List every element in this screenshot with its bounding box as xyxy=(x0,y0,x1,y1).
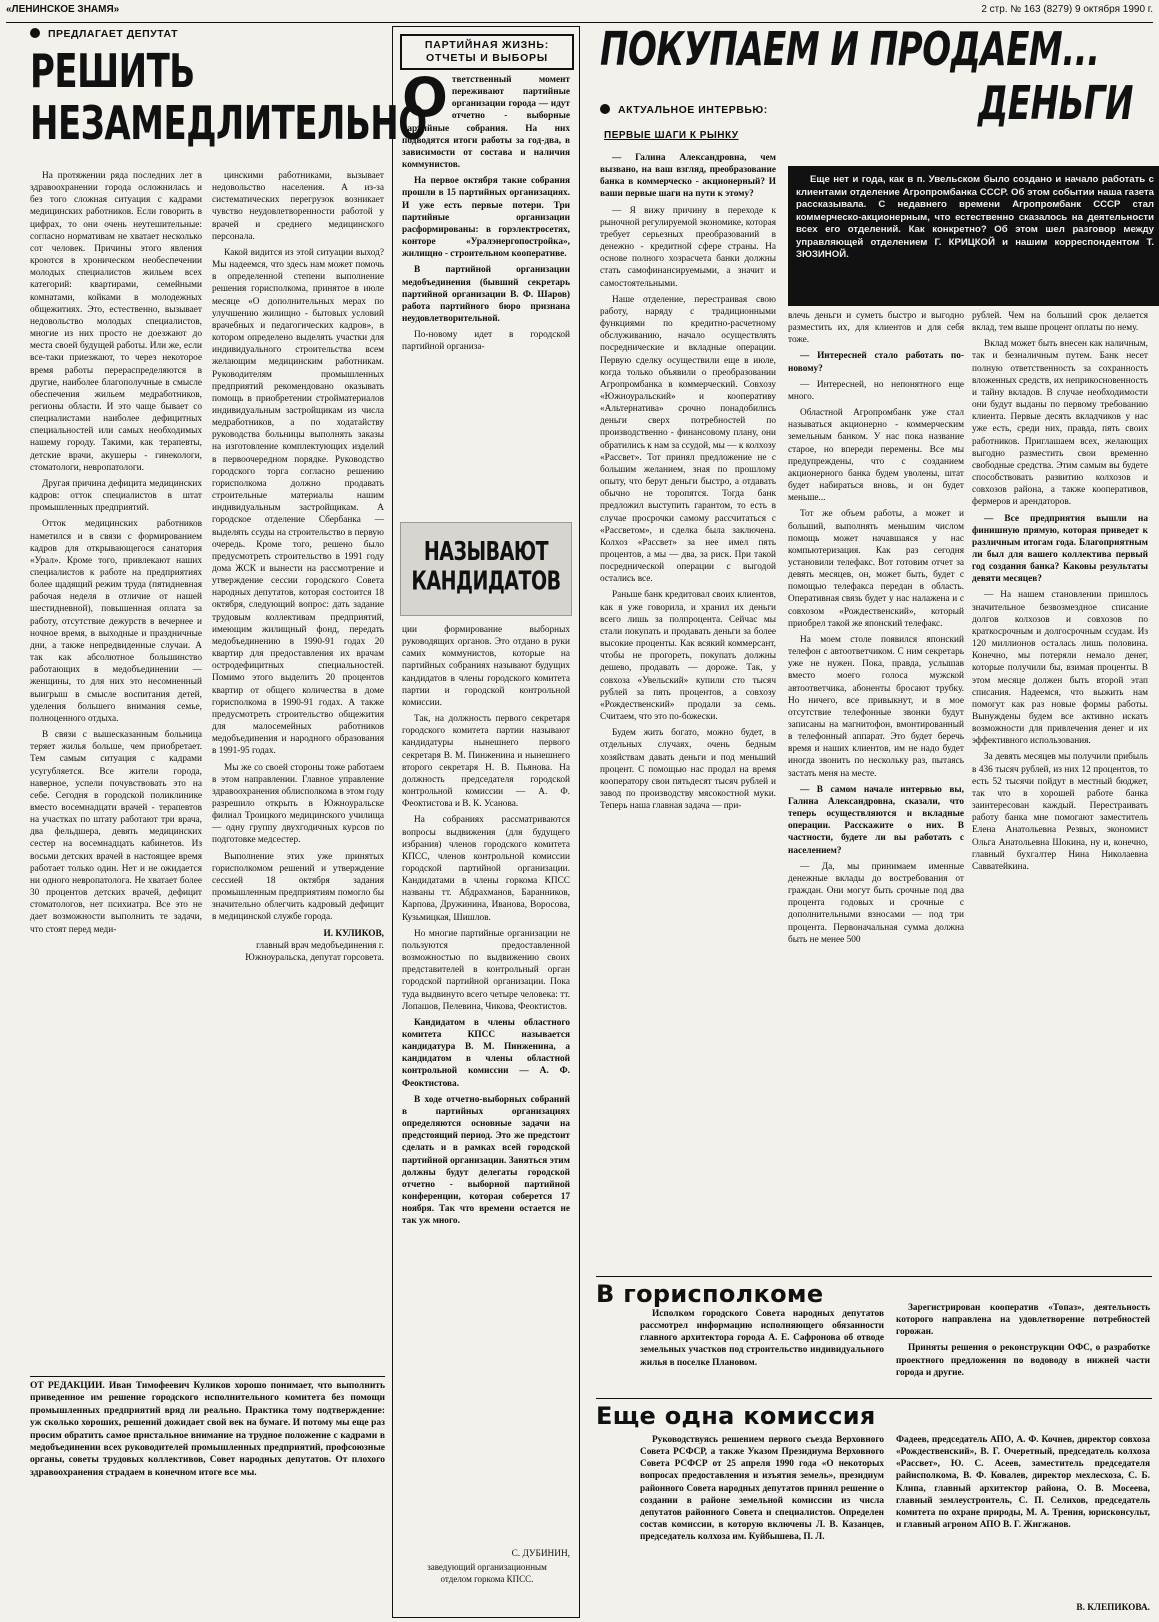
paragraph: влечь деньги и суметь быстро и выгодно разместить их, для клиентов и для себя тоже. xyxy=(788,311,964,346)
bullet-icon xyxy=(600,104,610,114)
paragraph: Но многие партийные организации не пользуются предоставленной возможностью по выдвижению своих представителей в контрольный орган городской партийной организации. Пока туда выдвинуто всего четыре человека: тт. Лопашов, Пелевина, Чикова, Феоктистов. xyxy=(402,928,570,1012)
paragraph: Мы же со своей стороны тоже работаем в этом направлении. Главное управление здравоохранения облисполкома в этом году разрешило открыть в Южноуральске филиал Троицкого медицинского училища — одну группу двухгодичных курсов по подготовке медсестер. xyxy=(212,762,384,846)
commission-author: В. КЛЕПИКОВА. xyxy=(1076,1603,1150,1613)
left-kicker: ПРЕДЛАГАЕТ ДЕПУТАТ xyxy=(30,28,178,40)
paragraph: Выполнение этих уже принятых горисполкомом решений и утверждение сессией 18 октября задания промышленным предприятиям помогло бы значительно облегчить кадровый дефицит в медицинской службе города. xyxy=(212,851,384,923)
paragraph: — Да, мы принимаем именные денежные вклады до востребования от граждан. Они могут быть срочные под два процента годовых и срочные с дополнительными взносами — под три процента. Первоначальная сумма должна быть не менее 500 xyxy=(788,861,964,945)
section-rule xyxy=(596,1398,1152,1399)
interview-subkicker: ПЕРВЫЕ ШАГИ К РЫНКУ xyxy=(604,130,739,141)
paragraph: Приняты решения о реконструкции ОФС, о разработке проектного предложения по водоводу в нижней части города и другие. xyxy=(896,1343,1150,1378)
paragraph: тветственный момент переживают партийные организации города — идут отчетно - выборные партийные собрания. На них подводятся итоги работы за год-два, в зависимости от состава и наличия коммунистов. xyxy=(402,75,570,171)
interview-lead: Еще нет и года, как в п. Увельском было создано и начало работать с клиентами отделение Агропромбанка СССР. Об этом событии наша газета рассказывала. С недавнего времени Агропромбанк СССР стал коммерческо-акционерным, что естественно сказалось на деятельности всех его отделений. Как конкретно? Об этом шел разговор между управляющей отделением Г. КРИЦКОЙ и нашим корреспондентом Т. ЗЮЗИНОЙ. xyxy=(788,166,1159,306)
question: — Галина Александровна, чем вызвано, на ваш взгляд, преобразование банка в коммерческо - акционерный? И ваши первые шаги на пути к этому? xyxy=(600,153,776,200)
party-bottom-col xyxy=(402,624,570,1542)
commission-right xyxy=(896,1434,1150,1600)
interview-title-line1: ПОКУПАЕМ И ПРОДАЕМ... xyxy=(600,23,1100,78)
paragraph: Кандидатом в члены областного комитета КПСС называется кандидатура В. М. Пинженина, а кандидатом в члены областной контрольной комиссии — А. Ф. Феоктистова. xyxy=(402,1017,570,1089)
left-author-role: главный врач медобъединения г. Южноуральска, депутат горсовета. xyxy=(245,940,384,963)
named-candidates-box xyxy=(400,522,572,616)
paragraph: — Интересней, но непонятного еще много. xyxy=(788,379,964,402)
paragraph: Вклад может быть внесен как наличным, так и безналичным путем. Банк несет полную ответственность за сохранность вложенных средств, их неприкосновенность и тайну вкладов. В случае необходимости они будут выданы по первому требованию клиента. Первые десять вкладчиков у нас уже есть, среди них, правда, пять своих работников. Приглашаем всех, желающих выгодно разместить свои временно свободные средства. Этим самым вы будете способствовать развитию колхозов и совхозов района, а также кооперативов, фермеров и арендаторов. xyxy=(972,339,1148,508)
question: — Все предприятия вышли на финишную прямую, которая приведет к различным итогам года. Благоприятным ли был для вашего коллектива первый год создания банка? Каковы результаты девяти месяцев? xyxy=(972,513,1148,585)
paragraph: По-новому идет в городской партийной организа- xyxy=(402,330,570,353)
paragraph: Областной Агропромбанк уже стал называться акционерно - коммерческим земельным банком. У нас пока название старое, но впереди перемены. Все мы предупреждены, что с созданием акционерного банка будем уволены, штат будет набираться вновь, и он будет меньше... xyxy=(788,408,964,504)
newspaper-name: «ЛЕНИНСКОЕ ЗНАМЯ» xyxy=(6,4,120,15)
paragraph: На первое октября такие собрания прошли в 15 партийных организациях. И уже есть первые потери. Три партийные организации расформированы: в горэлектросетях, конторе «Уралэнергопостройка», жилищно - строительном кооперативе. xyxy=(402,176,570,260)
bullet-icon xyxy=(30,28,40,38)
gorispolkom-left xyxy=(640,1308,884,1388)
paragraph: Зарегистрирован кооператив «Топаз», деятельность которого направлена на удовлетворение потребностей горожан. xyxy=(896,1303,1150,1338)
paragraph: Фадеев, председатель АПО, А. Ф. Кочнев, директор совхоза «Рождественский», В. Г. Очеретный, председатель колхоза «Рассвет», Ю. С. Асеев, заместитель председателя райисполкома, В. Ф. Ковалев, директор мехлесхоза, С. Б. Клипа, главный архитектор района, О. В. Мосеева, главный землеустроитель, С. П. Селихов, председатель комитета по охране природы, М. А. Трения, юрисконсульт, и главный агроном АПО В. Г. Жигжанов. xyxy=(896,1435,1150,1531)
masthead xyxy=(6,4,1153,20)
paragraph: В ходе отчетно-выборных собраний в партийных организациях определяются основные задачи на предстоящий период. Это же предстоит сделать и в рамках всей городской партийной организации. Заняться этим должны будут делегаты городской отчетно - выборной партийной конференции, которая соберется 17 ноября. Так что времени остается не так уж много. xyxy=(402,1094,570,1227)
party-author-role: заведующий организационным отделом горкома КПСС. xyxy=(427,1562,547,1584)
editorial-text: ОТ РЕДАКЦИИ. Иван Тимофеевич Куликов хорошо понимает, что выполнить приведенное им решение городского исполнительного комитета без помощи промышленных предприятий вряд ли реально. Практика тому подтверждение: уж сколько хороших, решений дожидает свой век на бумаге. И потому мы еще раз просим обратить самое пристальное внимание на трудное положение с кадрами в медобъединении всех руководителей промышленных предприятий, профсоюзные органы, советы трудовых коллективов, Совет народных депутатов. От плохого здравоохранения страдаем в конечном итоге все мы. xyxy=(30,1381,385,1478)
paragraph: Исполком городского Совета народных депутатов рассмотрел информацию исполняющего обязанности главного архитектора города А. Е. Сафронова об отводе земельных участков под строительство индивидуального жилья в поселке Плановом. xyxy=(640,1309,884,1368)
left-article-col2 xyxy=(212,170,384,1368)
paragraph: Какой видится из этой ситуации выход? Мы надеемся, что здесь нам может помочь в определенной степени выполнение решения горисполкома, принятое в июле месяце «О дополнительных мерах по улучшению жилищно - бытовых условий врачебных и педагогических кадров», в котором определено выделять участки для индивидуального строительства всем желающим медицинским работникам. Руководителям промышленных предприятий рекомендовано оказывать помощь в приобретении стройматериалов индивидуальным застройщикам из числа медработников, а по ходатайству руководства больницы выполнять заказы на изготовление комплектующих изделий в первоочередном порядке. Руководство городского торга согласно решению горисполкома должно продавать строительные материалы нашим индивидуальным застройщикам. А городское отделение Сбербанка — выделять ссуды на строительство в первую очередь. Кроме того, решено было предусмотреть строительство в 1991 году дома ЖСК и вынести на рассмотрение и утверждение сессии городского Совета народных депутатов, которая состоится 18 октября, следующий вопрос: дать задание трудовым коллективам предприятий, имеющим жилищный фонд, передать медобъединению в 1990-91 годах 20 квартир для предоставления их врачам остродефицитных специальностей. Помимо этого выделить 20 процентов квартир от общего количества в доме горисполкома в 1990-91 годах. А также предусмотреть строительство общежития для малосемейных работников медобъединения и народного образования в 1991-95 годах. xyxy=(212,247,384,757)
paragraph: ции формирование выборных руководящих органов. Это отдано в руки самих коммунистов, которые на партийных собраниях называют будущих кандидатов в члены городского комитета партии и городской контрольной комиссии. xyxy=(402,625,570,708)
paragraph: Так, на должность первого секретаря городского комитета партии называют кандидатуры нынешнего первого секретаря В. М. Пинженина и нынешнего второго секретаря Н. В. Пьянова. На должность председателя городской контрольной комиссии — А. Ф. Феоктистова и В. К. Усанова. xyxy=(402,714,570,810)
paragraph: На моем столе появился японский телефон с автоответчиком. С ним секретарь уже не нужен. Пока, правда, услышав вместо моего голоса мужской автоответчика, абоненты бросают трубку. Но ничего, все привыкнут, и в мое отсутствие телефонные звонки будут записаны на магнитофон, вмонтированный в телефонный аппарат. Это будет беречь время и наших клиентов, им не надо будет иногда звонить по нескольку раз, пытаясь застать меня на месте. xyxy=(788,634,964,779)
dropcap: О xyxy=(402,74,448,129)
interview-kicker: АКТУАЛЬНОЕ ИНТЕРВЬЮ: xyxy=(600,104,768,116)
paragraph: — Я вижу причину в переходе к рыночной регулируемой экономике, которая требует серьезных преобразований в денежно - кредитной сфере страны. На основе полного хозрасчета банки должны стать самофинансируемыми, а значит и самостоятельными. xyxy=(600,205,776,289)
interview-col1 xyxy=(600,152,776,1270)
issue-info: 2 стр. № 163 (8279) 9 октября 1990 г. xyxy=(981,4,1153,15)
paragraph: — На нашем становлении пришлось значительное безвозмездное списание долгов колхозов и совхозов по краткосрочным и долгосрочным ссудам. Из 120 миллионов осталась лишь половина. Конечно, мы потеряли немало денег, которые получили бы, взимая проценты. В этом месяце должен быть второй этап списания. Надеемся, что выжить нам помогут как раз новые формы работы. Вынуждены будем все активно искать возможности для привлечения денег и их эффективного использования. xyxy=(972,590,1148,747)
paragraph: Раньше банк кредитовал своих клиентов, как я уже говорила, и хранил их деньги всего лишь за полпроцента. Сейчас мы стали покупать и продавать деньги за более высокие проценты. Как всякий коммерсант, чтобы не прогореть, покупать должны дешево, продавать — дороже. Так, у совхоза «Увельский» купили сто тысяч рублей за пять процентов, а совхозу «Рождественский» продали за семь. Считаем, что это по-божески. xyxy=(600,590,776,723)
question: — Интересней стало работать по-новому? xyxy=(788,351,964,374)
section-rule xyxy=(596,1276,1152,1277)
party-rubric-line1: ПАРТИЙНАЯ ЖИЗНЬ: xyxy=(424,39,550,51)
paragraph: В связи с вышесказанным больница теряет жилья больше, чем приобретает. Тем самым ситуация с кадрами усугубляется. Все жители города, наверное, успели почувствовать это на себе. Сегодня в городской поликлинике вместо восемнадцати врачей - терапевтов на участках по штату работают три врача, два фельдшера, девять медицинских сестер на восемнадцать кабинетов. Из восьми детских врачей в настоящее время работает только один. Нет и не ожидается ни одного невропатолога. Не хватает более 30 процентов детских врачей, дефицит стоматологов, нет психиатра. Все это не дает возможности выполнить те задачи, что стоят перед меди- xyxy=(30,730,202,935)
paragraph: Другая причина дефицита медицинских кадров: отток специалистов в штат промышленных предприятий. xyxy=(30,478,202,514)
paragraph: Руководствуясь решением первого съезда Верховного Совета РСФСР, а также Указом Президиума Верховного Совета РСФСР от 25 апреля 1990 года «О некоторых вопросах предоставления и изъятия земель», президиум районного Совета народных депутатов принял решение о создании в районе земельной комиссии из числа депутатов районного Совета и специалистов. Определен состав комиссии, в которую включены Л. В. Казанцев, председатель колхоза им. Куйбышева, П. Л. xyxy=(640,1435,884,1543)
gorispolkom-right xyxy=(896,1302,1150,1394)
question: — В самом начале интервью вы, Галина Александровна, сказали, что теперь осуществляются и вкладные операции. Расскажите о них. В частности, будете ли вы работать с населением? xyxy=(788,784,964,856)
commission-title: Еще одна комиссия xyxy=(596,1402,876,1430)
gorispolkom-title: В горисполкоме xyxy=(596,1280,824,1308)
party-rubric xyxy=(400,34,574,70)
left-title-line1: РЕШИТЬ xyxy=(30,45,195,100)
paragraph: На собраниях рассматриваются вопросы выдвижения (для будущего избрания) членов городского комитета КПСС, членов контрольной комиссии городской партийной организации. Кандидатами в члены горкома КПСС названы тт. Абдрахманов, Баранников, Карпова, Дружинина, Иванова, Воросова, Кузьмицкая, Шишлов. xyxy=(402,815,570,923)
paragraph: рублей. Чем на больший срок делается вклад, тем выше процент оплаты по нему. xyxy=(972,311,1148,334)
left-author-name: И. КУЛИКОВ, xyxy=(323,928,384,939)
paragraph: цинскими работниками, вызывает недовольство населения. А из-за систематических перегрузок возникает чувство неудовлетворенности работой у врачей и среднего медицинского персонала. xyxy=(212,171,384,242)
paragraph: Тот же объем работы, а может и больший, выполнять меньшим числом помощь может начавшаяся у нас компьютеризация. Как раз сегодня установили телефакс. Вот готовим отчет за девять месяцев, он, может быть, будет с помощью телефакса передан в область. Оперативная связь будет у нас налажена и с совхозом «Рождественский», который приобрел такой же японский телефакс. xyxy=(788,509,964,629)
paragraph: На протяжении ряда последних лет в здравоохранении города осложнилась и без того сложная ситуация с кадрами медицинских работников. Если говорить в цифрах, то они очень неутешительные: согласно нормативам не хватает несколько сот человек. Причины этого явления кроются в хроническом необеспечении молодых специалистов жильем всех категорий: квартирами, семейными комнатами, койками в молодежных общежитиях. Это, естественно, вызывает недовольство молодых специалистов, многие из них просто не доезжают до места своей будущей работы. Или же, если все-таки приезжают, то через некоторое время работы перераспределяются в другие, наиболее благополучные в смысле обеспечения жильем медработников, регионы области. И это чаще бывает со специалистами наиболее дефицитных специальностей или самых необходимых нашему городу. Такими, как терапевты, детские врачи, акушеры - гинекологи, стоматологи, невропатологи. xyxy=(30,171,202,473)
paragraph: За девять месяцев мы получили прибыль в 436 тысяч рублей, из них 12 процентов, то есть 52 тысячи пойдут в местный бюджет, так что в хорошей работе банка заинтересован каждый. Перестраивать работу банка мне помогают заместитель Елена Анатольевна Резвых, экономист Ольга Анатольевна Шокина, ну и, конечно, главный бухгалтер Нина Николаевна Савватейкина. xyxy=(972,752,1148,872)
party-rubric-line2: ОТЧЕТЫ И ВЫБОРЫ xyxy=(426,52,548,64)
interview-col2 xyxy=(788,310,964,1268)
paragraph: Наше отделение, перестраивая свою работу, наряду с традиционными функциями по кредитно-расчетному обслуживанию, начало осуществлять посреднические и вкладные операции. Первую сделку осуществили еще в июле, когда только объявили о преобразовании Агропромбанка в коммерческий. Совхозу «Южноуральский» и кооперативу «Альтернатива» срочно понадобились деньги сверх потребностей по производственно - финансовому плану, они обратились к нам за ссудой, мы — к колхозу «Рассвет». Тот принял предложение не с большим желанием, зная по прошлому опыту, что берут деньги быстро, а отдавать обычно не торопятся. Тогда банк предложил выступить гарантом, то есть в случае просрочки самому рассчитаться с «Рассветом», и сделка была заключена. Колхоз «Рассвет» за нее имел пять процентов, а мы — два, за риск. При такой посреднической операции с выгодой остались все. xyxy=(600,294,776,585)
paragraph: Отток медицинских работников наметился и в связи с формированием кадров для открывающегося санатория «Урал». Кроме того, привлекают наших специалистов к работе на предприятиях более щадящий режим труда (пятидневная рабочая неделя в отличие от нашей шестидневной), повышенная оплата за работу, отсутствие дежурств в вечернее и ночное время, в выходные и праздничные дни, а также непредвиденные случаи. А так как абсолютное большинство работающих в медобъединении — женщины, то для них это несомненный выигрыш в смысле воспитания детей, уделения большего внимания семье, полноценного отдыха. xyxy=(30,519,202,724)
left-article-col1 xyxy=(30,170,202,1368)
commission-left xyxy=(640,1434,884,1616)
party-author-name: С. ДУБИНИН, xyxy=(511,1549,570,1559)
named-candidates-title: НАЗЫВАЮТ КАНДИДАТОВ xyxy=(411,537,561,597)
editorial-rule xyxy=(30,1376,385,1377)
interview-col3 xyxy=(972,310,1148,1268)
paragraph: В партийной организации медобъединения (бывший секретарь партийной организации В. Ф. Шаров) работа партийного бюро признана неудовлетворительной. xyxy=(402,265,570,324)
editorial-note xyxy=(30,1380,385,1612)
paragraph: Будем жить богато, можно будет, в отдельных случаях, очень бедным хозяйствам давать деньги и под меньший процент. С помощью нас продал на время кооператору свои пятьдесят тысяч рублей и завод по производству мясокостной муки. Теперь наша главная задача — при- xyxy=(600,728,776,812)
left-title-line2: НЕЗАМЕДЛИТЕЛЬНО xyxy=(30,97,427,152)
interview-title-line2: ДЕНЬГИ xyxy=(978,77,1133,132)
party-top-col xyxy=(402,74,570,514)
